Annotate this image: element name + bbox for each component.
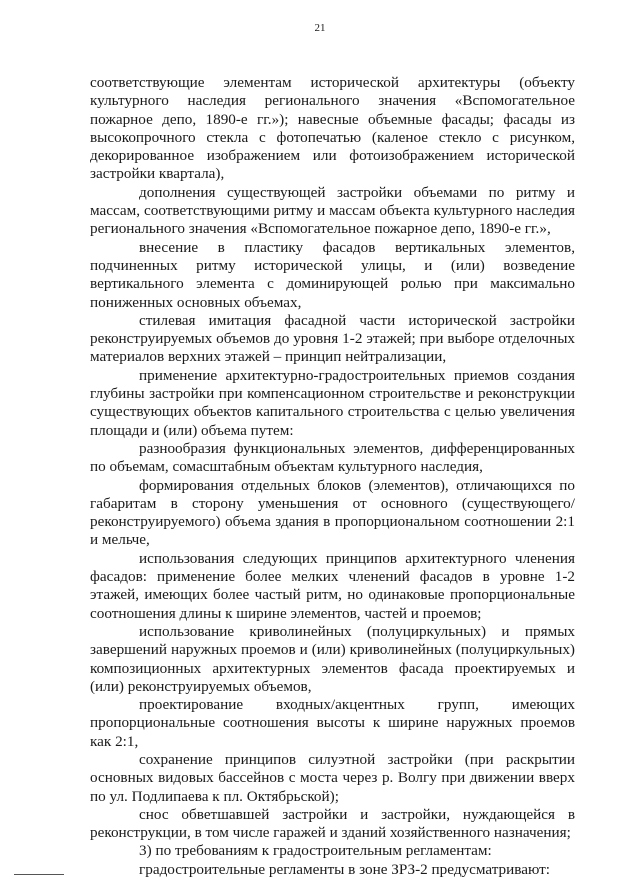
page-number: 21 — [314, 22, 326, 34]
paragraph-2: дополнения существующей застройки объемами по ритму и массам, соответствующими ритму и массам объекта культурного наследия регионального значения «Вспомогательное пожарное депо, 1890-е гг.», — [90, 183, 575, 238]
paragraph-1: соответствующие элементам исторической архитектуры (объекту культурного наследия регионального значения «Вспомогательное пожарное депо, 1890-е гг.»); навесные объемные фасады; фасады из высокопрочного стекла с фотопечатью (каленое стекло с рисунком, декорированное изображением или фотоизображением исторической застройки квартала), — [90, 74, 575, 183]
scan-margin-line — [14, 874, 64, 875]
paragraph-5: применение архитектурно-градостроительных приемов создания глубины застройки при компенсационном строительстве и реконструкции существующих объектов капитального строительства с целью увеличения площади и (или) объема путем: — [90, 366, 575, 439]
paragraph-14: градостроительные регламенты в зоне ЗРЗ-2 предусматривают: — [139, 860, 550, 878]
paragraph-8: использования следующих принципов архитектурного членения фасадов: применение более мелких членений фасадов в уровне 1-2 этажей, имеющих более частый ритм, но одинаковые пропорциональные соотношения длины к ширине элементов, частей и проемов; — [90, 549, 575, 622]
paragraph-3: внесение в пластику фасадов вертикальных элементов, подчиненных ритму исторической улицы, и (или) возведение вертикального элемента с доминирующей ролью при максимально пониженных основных объемах, — [90, 238, 575, 311]
paragraph-9: использование криволинейных (полуциркульных) и прямых завершений наружных проемов и (или) криволинейных (полуциркульных) композиционных архитектурных элементов фасада проектируемых и (или) реконструируемых объемов, — [90, 622, 575, 695]
paragraph-7: формирования отдельных блоков (элементов), отличающихся по габаритам в сторону уменьшения от основного (существующего/реконструируемого) объема здания в пропорциональном соотношении 2:1 и мельче, — [90, 476, 575, 549]
paragraph-6: разнообразия функциональных элементов, дифференцированных по объемам, сомасштабным объектам культурного наследия, — [90, 439, 575, 476]
paragraph-4: стилевая имитация фасадной части исторической застройки реконструируемых объемов до уровня 1-2 этажей; при выборе отделочных материалов верхних этажей – принцип нейтрализации, — [90, 311, 575, 366]
paragraph-13: 3) по требованиям к градостроительным регламентам: — [139, 842, 492, 860]
paragraph-11: сохранение принципов силуэтной застройки (при раскрытии основных видовых бассейнов с моста через р. Волгу при движении вверх по ул. Подлипаева к пл. Октябрьской); — [90, 750, 575, 805]
paragraph-10: проектирование входных/акцентных групп, имеющих пропорциональные соотношения высоты к ширине наружных проемов как 2:1, — [90, 696, 575, 750]
paragraph-12: снос обветшавшей застройки и застройки, нуждающейся в реконструкции, в том числе гаражей и зданий хозяйственного назначения; — [90, 805, 575, 842]
document-body — [90, 74, 575, 879]
